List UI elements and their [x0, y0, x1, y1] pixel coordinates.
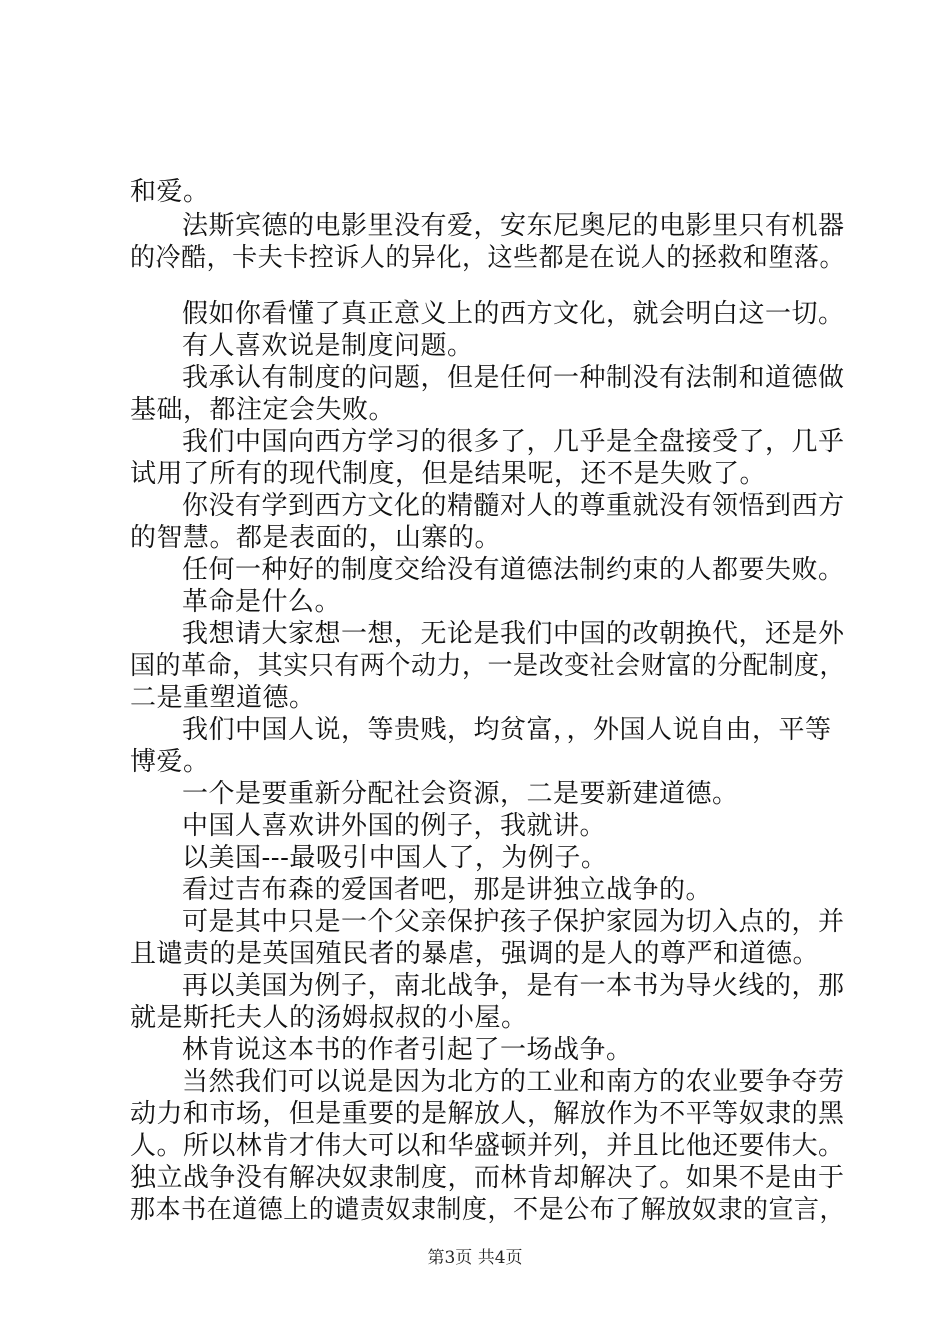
text-line: 基础，都注定会失败。	[130, 395, 396, 425]
text-line: 二是重塑道德。	[130, 683, 316, 713]
paragraph-line: 再以美国为例子，南北战争，是有一本书为导火线的，那	[182, 971, 845, 1001]
text-line: 独立战争没有解决奴隶制度，而林肯却解决了。如果不是由于	[130, 1163, 845, 1193]
paragraph-line: 当然我们可以说是因为北方的工业和南方的农业要争夺劳	[182, 1067, 845, 1097]
paragraph-line: 假如你看懂了真正意义上的西方文化，就会明白这一切。	[182, 299, 845, 329]
paragraph-line: 以美国---最吸引中国人了，为例子。	[182, 843, 608, 873]
page-number-footer: 第3页 共4页	[427, 1248, 523, 1268]
paragraph-line: 林肯说这本书的作者引起了一场战争。	[182, 1035, 633, 1065]
text-line: 国的革命，其实只有两个动力，一是改变社会财富的分配制度，	[130, 651, 846, 681]
paragraph-line: 我们中国人说，等贵贱，均贫富，，外国人说自由，平等	[182, 715, 832, 745]
paragraph-line: 你没有学到西方文化的精髓对人的尊重就没有领悟到西方	[182, 491, 845, 521]
text-line: 动力和市场，但是重要的是解放人，解放作为不平等奴隶的黑	[130, 1099, 845, 1129]
paragraph-line: 我想请大家想一想，无论是我们中国的改朝换代，还是外	[182, 619, 845, 649]
text-line: 博爱。	[130, 747, 210, 777]
text-line: 和爱。	[130, 177, 210, 207]
paragraph-line: 看过吉布森的爱国者吧，那是讲独立战争的。	[182, 875, 713, 905]
text-line: 的智慧。都是表面的，山寨的。	[130, 523, 502, 553]
paragraph-line: 我承认有制度的问题，但是任何一种制没有法制和道德做	[182, 363, 845, 393]
paragraph-line: 革命是什么。	[182, 587, 342, 617]
text-line: 且谴责的是英国殖民者的暴虐，强调的是人的尊严和道德。	[130, 939, 820, 969]
paragraph-line: 任何一种好的制度交给没有道德法制约束的人都要失败。	[182, 555, 845, 585]
text-line: 那本书在道德上的谴责奴隶制度，不是公布了解放奴隶的宣言，	[130, 1195, 846, 1225]
paragraph-line: 法斯宾德的电影里没有爱，安东尼奥尼的电影里只有机器	[182, 211, 845, 241]
paragraph-line: 可是其中只是一个父亲保护孩子保护家园为切入点的，并	[182, 907, 845, 937]
paragraph-line: 有人喜欢说是制度问题。	[182, 331, 474, 361]
text-line: 人。所以林肯才伟大可以和华盛顿并列，并且比他还要伟大。	[130, 1131, 845, 1161]
paragraph-line: 一个是要重新分配社会资源，二是要新建道德。	[182, 779, 739, 809]
text-line: 的冷酷，卡夫卡控诉人的异化，这些都是在说人的拯救和堕落。	[130, 243, 846, 273]
text-line: 就是斯托夫人的汤姆叔叔的小屋。	[130, 1003, 528, 1033]
text-line: 试用了所有的现代制度，但是结果呢，还不是失败了。	[130, 459, 767, 489]
paragraph-line: 中国人喜欢讲外国的例子，我就讲。	[182, 811, 607, 841]
paragraph-line: 我们中国向西方学习的很多了，几乎是全盘接受了，几乎	[182, 427, 845, 457]
